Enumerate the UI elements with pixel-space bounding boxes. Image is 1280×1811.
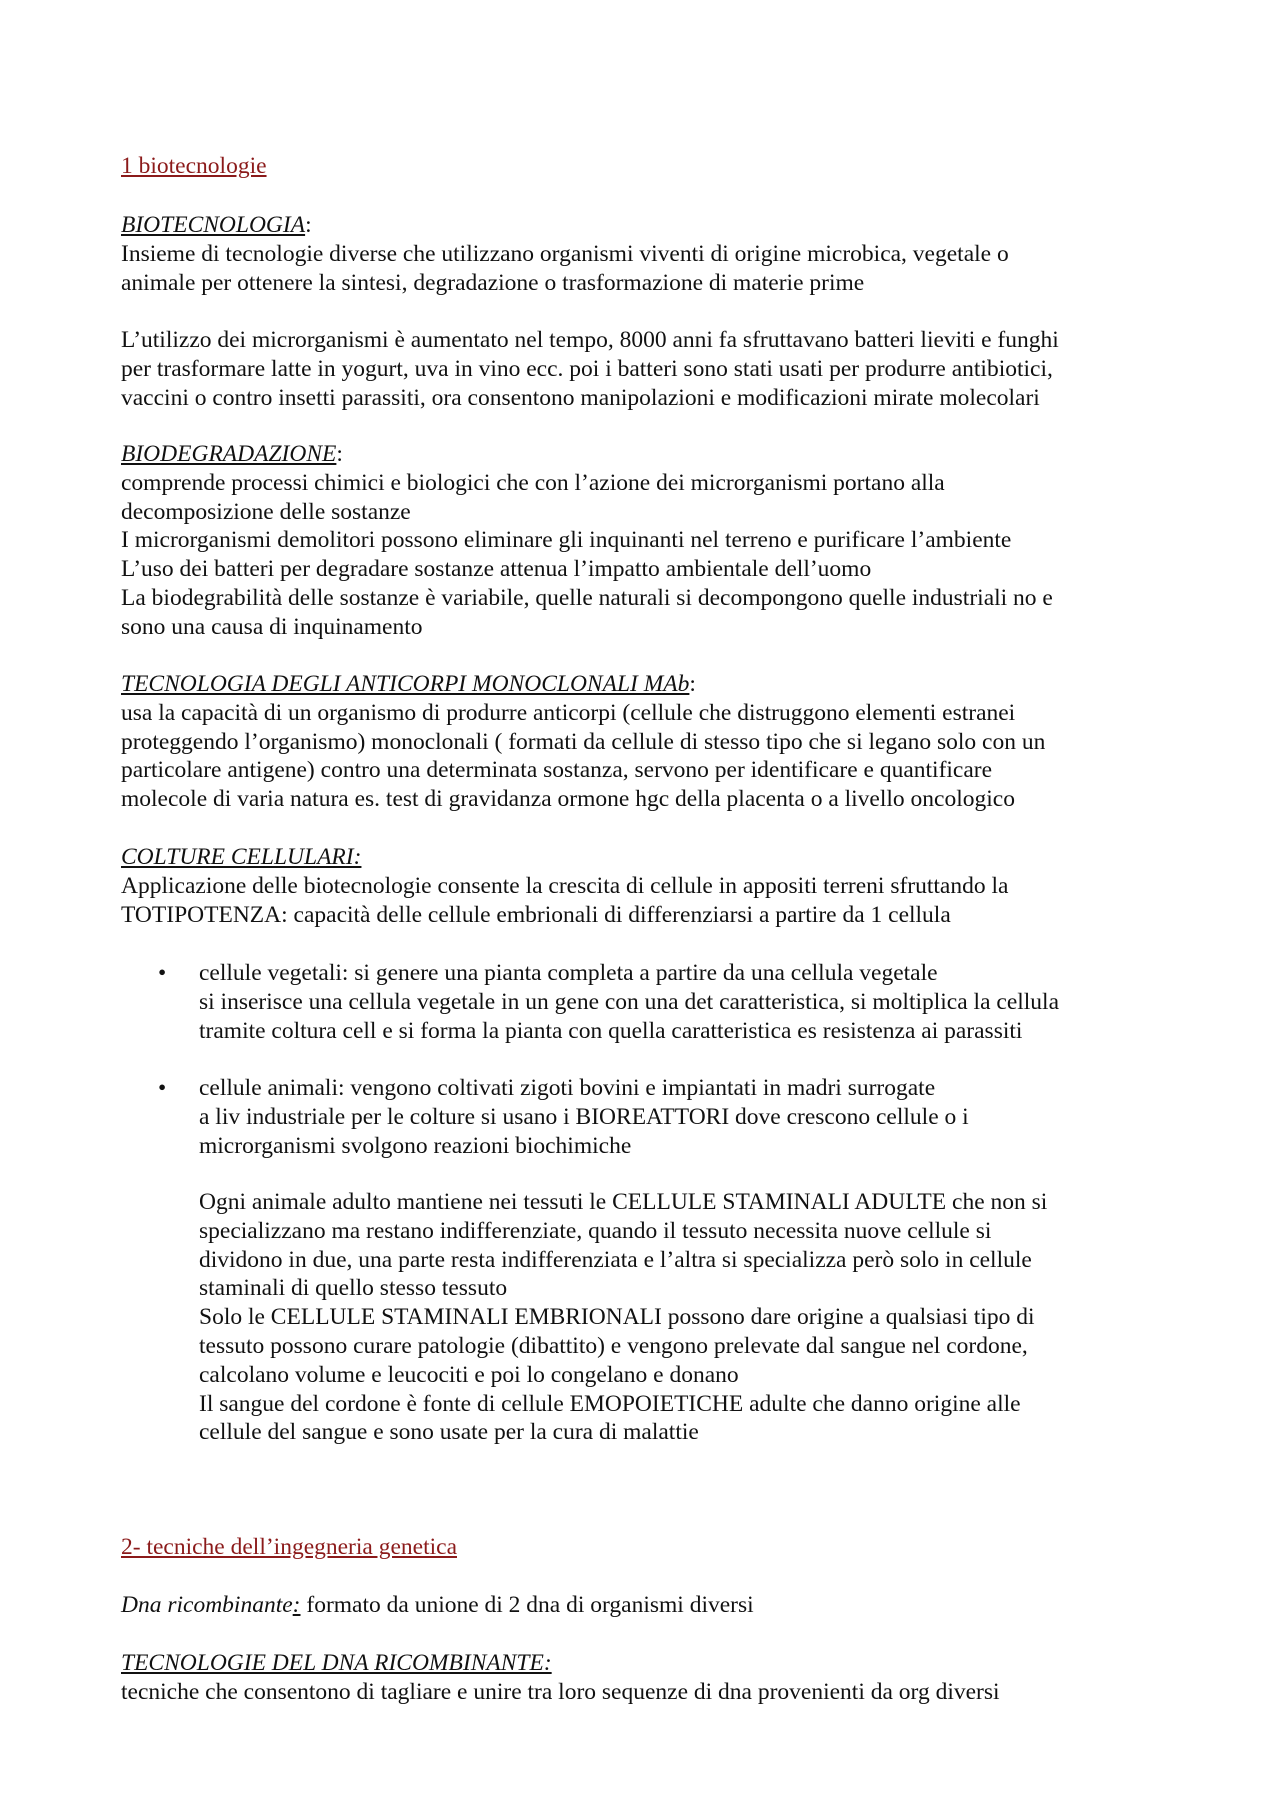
bullet-text <box>199 959 1059 1045</box>
bullet-line: dividono in due, una parte resta indifferenziata e l’altra si specializza però solo in cellule <box>199 1246 1032 1273</box>
heading-colon: : <box>336 441 343 467</box>
bullet-line: Il sangue del cordone è fonte di cellule EMOPOIETICHE adulte che danno origine alle <box>199 1390 1021 1417</box>
paragraph-line: proteggendo l’organismo) monoclonali ( formati da cellule di stesso tipo che si legano solo con un <box>121 728 1046 755</box>
heading-colon: : <box>689 671 696 697</box>
heading: TECNOLOGIE DEL DNA RICOMBINANTE: <box>121 1650 552 1676</box>
biodegradazione-section <box>121 440 1181 642</box>
bullet-line: Ogni animale adulto mantiene nei tessuti le CELLULE STAMINALI ADULTE che non si <box>199 1189 1048 1215</box>
heading-colon: : <box>305 212 312 238</box>
heading: BIODEGRADAZIONE <box>121 441 337 467</box>
tecnologie-dna-section <box>121 1649 1181 1707</box>
paragraph-line: TOTIPOTENZA: capacità delle cellule embrionali di differenziarsi a partire da 1 cellula <box>121 901 951 928</box>
paragraph-line: decomposizione delle sostanze <box>121 498 411 525</box>
bullet-line: Solo le CELLULE STAMINALI EMBRIONALI possono dare origine a qualsiasi tipo di <box>199 1304 1035 1331</box>
bullet-line: microrganismi svolgono reazioni biochimiche <box>199 1132 632 1159</box>
bullet-text <box>199 1074 969 1160</box>
heading-line <box>121 843 1181 872</box>
paragraph-line: La biodegrabilità delle sostanze è variabile, quelle naturali si decompongono quelle industriali no e <box>121 584 1053 611</box>
bullet-line: si inserisce una cellula vegetale in un gene con una det caratteristica, si moltiplica la cellula <box>199 988 1060 1015</box>
section-title: 1 biotecnologie <box>121 153 267 179</box>
paragraph-line: Applicazione delle biotecnologie consente la crescita di cellule in appositi terreni sfruttando la <box>121 872 1009 899</box>
bullet-line: cellule vegetali: si genere una pianta completa a partire da una cellula vegetale <box>199 960 938 986</box>
paragraph-line: vaccini o contro insetti parassiti, ora consentono manipolazioni e modificazioni mirate molecolari <box>121 384 1040 411</box>
definition-line <box>121 1591 1181 1620</box>
heading-line <box>121 670 1181 699</box>
colture-section <box>121 843 1181 929</box>
dna-ricombinante-definition <box>121 1591 1181 1620</box>
paragraph-line: sono una causa di inquinamento <box>121 613 423 640</box>
bullet-line: specializzano ma restano indifferenziate, quando il tessuto necessita nuove cellule si <box>199 1217 992 1244</box>
bullet-line: tessuto possono curare patologie (dibattito) e vengono prelevate dal sangue nel cordone, <box>199 1332 1028 1359</box>
section-1-title <box>121 152 1181 181</box>
paragraph-line: Insieme di tecnologie diverse che utilizzano organismi viventi di origine microbica, vegetale o <box>121 240 1009 267</box>
paragraph-line: tecniche che consentono di tagliare e unire tra loro sequenze di dna provenienti da org diversi <box>121 1678 1000 1705</box>
bullet-line: cellule animali: vengono coltivati zigoti bovini e impiantati in madri surrogate <box>199 1075 936 1101</box>
heading-line <box>121 211 1181 240</box>
paragraph-line: I microrganismi demolitori possono eliminare gli inquinanti nel terreno e purificare l’ambiente <box>121 527 1012 554</box>
section-2-title <box>121 1533 1181 1562</box>
bullet-icon: • <box>158 1075 167 1101</box>
heading-line <box>121 1649 1181 1678</box>
bullet-line: a liv industriale per le colture si usano i BIOREATTORI dove crescono cellule o i <box>199 1103 969 1130</box>
paragraph-line: comprende processi chimici e biologici che con l’azione dei microrganismi portano alla <box>121 469 945 496</box>
microrganismi-paragraph <box>121 326 1181 412</box>
bullet-text <box>199 1188 1047 1447</box>
heading: TECNOLOGIA DEGLI ANTICORPI MONOCLONALI MAb <box>121 671 690 697</box>
definition-colon: : <box>292 1592 301 1618</box>
section-title: 2- tecniche dell’ingegneria genetica <box>121 1534 457 1560</box>
paragraph-line: per trasformare latte in yogurt, uva in vino ecc. poi i batteri sono stati usati per produrre antibiotici, <box>121 355 1053 382</box>
bullet-icon: • <box>158 960 167 986</box>
heading: BIOTECNOLOGIA <box>121 212 306 238</box>
paragraph-line: animale per ottenere la sintesi, degradazione o trasformazione di materie prime <box>121 269 865 296</box>
bullet-line: cellule del sangue e sono usate per la cura di malattie <box>199 1419 699 1446</box>
bullet-line: calcolano volume e leucociti e poi lo congelano e donano <box>199 1361 739 1388</box>
biotecnologia-section <box>121 211 1181 297</box>
paragraph-line: L’uso dei batteri per degradare sostanze attenua l’impatto ambientale dell’uomo <box>121 556 872 583</box>
paragraph-line: usa la capacità di un organismo di produrre anticorpi (cellule che distruggono elementi estranei <box>121 699 1016 726</box>
heading-line <box>121 440 1181 469</box>
paragraph-line: molecole di varia natura es. test di gravidanza ormone hgc della placenta o a livello oncologico <box>121 786 1015 813</box>
bullet-line: tramite coltura cell e si forma la pianta con quella caratteristica es resistenza ai parassiti <box>199 1017 1023 1044</box>
anticorpi-section <box>121 670 1181 814</box>
definition-term: Dna ricombinante <box>121 1592 293 1618</box>
heading: COLTURE CELLULARI: <box>121 844 362 870</box>
paragraph-line: L’utilizzo dei microrganismi è aumentato nel tempo, 8000 anni fa sfruttavano batteri lieviti e funghi <box>121 327 1059 353</box>
paragraph-line: particolare antigene) contro una determinata sostanza, servono per identificare e quantificare <box>121 757 993 784</box>
definition-text: formato da unione di 2 dna di organismi diversi <box>300 1592 754 1618</box>
bullet-line: staminali di quello stesso tessuto <box>199 1275 508 1302</box>
